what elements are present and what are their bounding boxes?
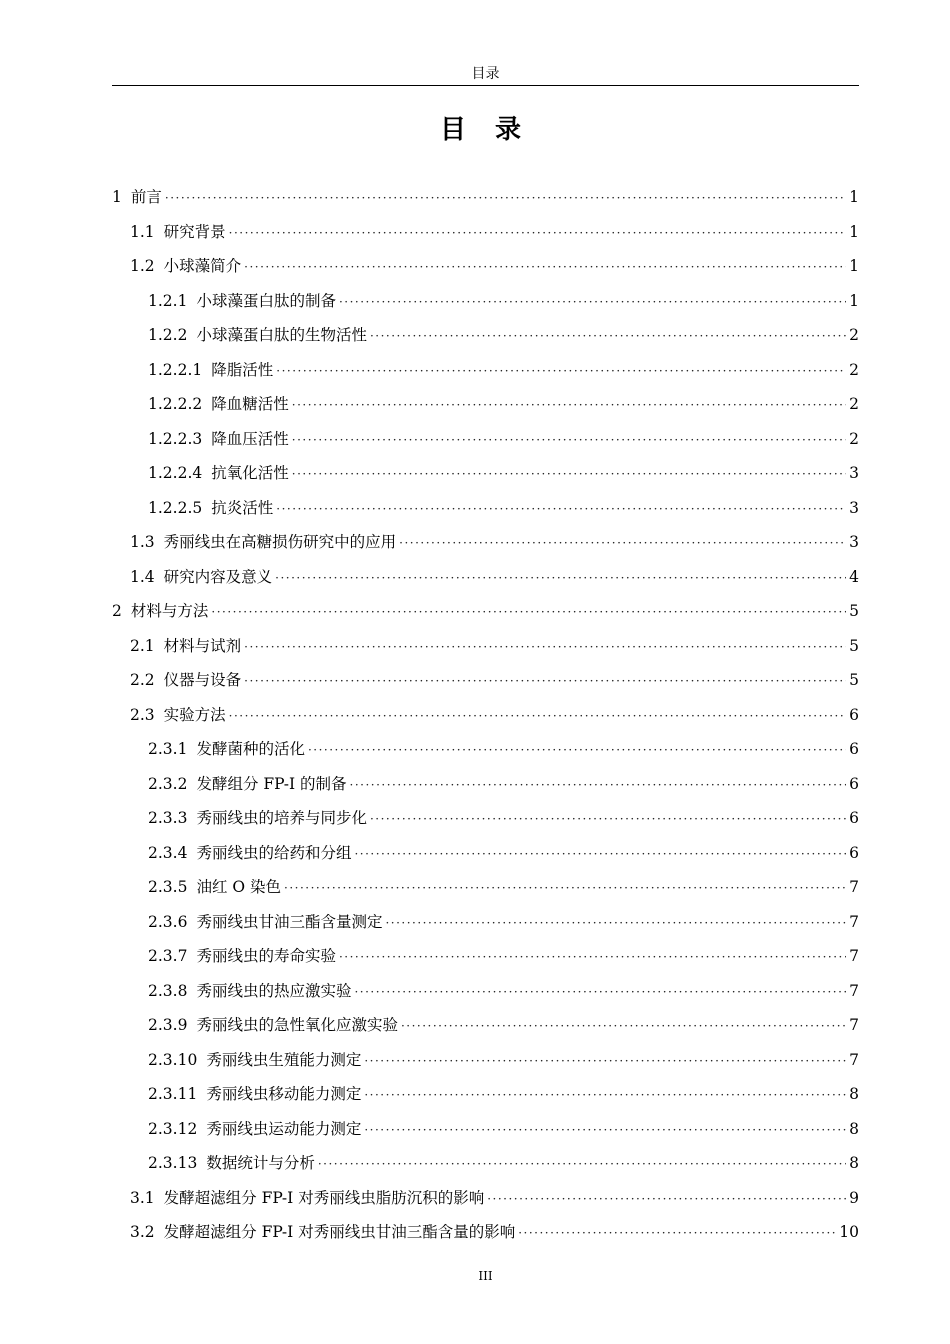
toc-entry-page: 7 xyxy=(849,1016,859,1034)
toc-dot-leader xyxy=(275,561,846,596)
toc-entry-number: 2.1 xyxy=(130,636,155,655)
toc-dot-leader xyxy=(354,975,846,1010)
toc-entry[interactable] xyxy=(112,870,859,905)
toc-entry-title: 秀丽线虫移动能力测定 xyxy=(206,1085,362,1103)
toc-entry-title: 发酵超滤组分 FP-I 对秀丽线虫甘油三酯含量的影响 xyxy=(163,1223,516,1241)
toc-entry-title: 秀丽线虫生殖能力测定 xyxy=(206,1050,362,1069)
toc-entry[interactable] xyxy=(112,1112,859,1147)
toc-entry-number: 1.2.2.5 xyxy=(148,498,203,517)
toc-entry-page: 6 xyxy=(849,843,859,862)
toc-entry-number: 2.3.2 xyxy=(148,774,188,793)
page-number: III xyxy=(478,1269,493,1283)
toc-entry-title: 降脂活性 xyxy=(211,360,274,379)
toc-dot-leader xyxy=(284,871,846,906)
toc-dot-leader xyxy=(276,354,846,389)
toc-dot-leader xyxy=(370,802,846,837)
toc-entry-title: 秀丽线虫的热应激实验 xyxy=(196,981,352,1000)
toc-entry-title: 前言 xyxy=(130,188,162,206)
toc-entry[interactable] xyxy=(112,594,859,629)
toc-entry-title: 秀丽线虫的急性氧化应激实验 xyxy=(196,1016,398,1034)
toc-entry-number: 3.1 xyxy=(130,1188,155,1207)
toc-dot-leader xyxy=(354,837,846,872)
toc-entry-page: 6 xyxy=(849,705,859,724)
toc-entry[interactable] xyxy=(112,1077,859,1112)
toc-entry-number: 2.3.3 xyxy=(148,809,188,827)
toc-entry-title: 发酵组分 FP-I 的制备 xyxy=(196,774,347,793)
toc-dot-leader xyxy=(308,733,846,768)
toc-entry-page: 5 xyxy=(849,636,859,655)
toc-entry[interactable] xyxy=(112,1215,859,1250)
toc-entry-page: 6 xyxy=(849,809,859,827)
toc-entry-page: 3 xyxy=(849,464,859,482)
toc-entry-page: 7 xyxy=(849,878,859,896)
toc-dot-leader xyxy=(292,457,846,492)
toc-entry-page: 1 xyxy=(849,222,859,241)
toc-entry-title: 降血压活性 xyxy=(211,429,289,448)
toc-dot-leader xyxy=(229,699,846,734)
toc-dot-leader xyxy=(165,181,846,216)
toc-dot-leader xyxy=(364,1113,846,1148)
toc-entry[interactable] xyxy=(112,284,859,319)
toc-dot-leader xyxy=(370,319,846,354)
toc-entry-page: 6 xyxy=(849,774,859,793)
toc-entry-number: 1.3 xyxy=(130,533,155,551)
toc-entry-title: 小球藻蛋白肽的制备 xyxy=(196,291,336,310)
toc-entry-page: 8 xyxy=(849,1085,859,1103)
toc-entry[interactable] xyxy=(112,1181,859,1216)
toc-entry[interactable] xyxy=(112,560,859,595)
toc-entry[interactable] xyxy=(112,939,859,974)
toc-dot-leader xyxy=(244,630,846,665)
toc-entry-title: 小球藻简介 xyxy=(163,257,242,275)
toc-entry-title: 研究内容及意义 xyxy=(163,567,273,586)
toc-entry[interactable] xyxy=(112,629,859,664)
toc-entry-number: 2.3.11 xyxy=(148,1085,198,1103)
toc-dot-leader xyxy=(350,768,847,803)
toc-dot-leader xyxy=(244,664,846,699)
toc-entry-page: 2 xyxy=(849,360,859,379)
toc-entry-number: 2.3.4 xyxy=(148,843,188,862)
toc-dot-leader xyxy=(385,906,846,941)
toc-entry[interactable] xyxy=(112,180,859,215)
toc-entry-number: 1.2.2.4 xyxy=(148,464,203,482)
toc-entry-page: 7 xyxy=(849,1050,859,1069)
toc-entry[interactable] xyxy=(112,836,859,871)
toc-dot-leader xyxy=(339,285,846,320)
toc-entry-number: 1.2.2.2 xyxy=(148,395,203,413)
toc-entry[interactable] xyxy=(112,525,859,560)
toc-entry-number: 2.3.8 xyxy=(148,981,188,1000)
toc-entry-page: 1 xyxy=(849,291,859,310)
toc-entry-title: 发酵菌种的活化 xyxy=(196,740,305,758)
toc-entry-page: 5 xyxy=(849,602,859,620)
toc-entry[interactable] xyxy=(112,456,859,491)
toc-entry-page: 3 xyxy=(849,498,859,517)
toc-entry-page: 4 xyxy=(849,567,859,586)
toc-dot-leader xyxy=(364,1078,846,1113)
toc-entry-page: 2 xyxy=(849,326,859,344)
toc-entry-number: 2.2 xyxy=(130,671,155,689)
toc-entry-title: 秀丽线虫的寿命实验 xyxy=(196,947,336,965)
toc-entry-title: 小球藻蛋白肽的生物活性 xyxy=(196,326,367,344)
toc-entry-number: 2.3.5 xyxy=(148,878,188,896)
header-rule xyxy=(112,85,859,86)
toc-entry-page: 7 xyxy=(849,981,859,1000)
toc-entry-title: 秀丽线虫在高糖损伤研究中的应用 xyxy=(163,533,397,551)
toc-dot-leader xyxy=(211,595,846,630)
toc-entry-page: 7 xyxy=(849,912,859,931)
toc-entry[interactable] xyxy=(112,732,859,767)
toc-entry-number: 2.3.7 xyxy=(148,947,188,965)
toc-entry-page: 7 xyxy=(849,947,859,965)
toc-entry-number: 2.3.9 xyxy=(148,1016,188,1034)
toc-entry-number: 1.2.2.3 xyxy=(148,429,203,448)
toc-entry-title: 材料与方法 xyxy=(130,602,209,620)
toc-entry-page: 1 xyxy=(849,188,859,206)
running-header: 目录 xyxy=(471,66,500,82)
toc-entry[interactable] xyxy=(112,353,859,388)
toc-entry-page: 2 xyxy=(849,429,859,448)
toc-entry-page: 8 xyxy=(849,1119,859,1138)
toc-dot-leader xyxy=(276,492,846,527)
toc-entry[interactable] xyxy=(112,974,859,1009)
toc-dot-leader xyxy=(292,423,846,458)
toc-entry-title: 研究背景 xyxy=(163,222,226,241)
toc-entry-title: 秀丽线虫运动能力测定 xyxy=(206,1119,362,1138)
toc-entry-number: 1.2.2 xyxy=(148,326,188,344)
toc-entry-number: 2.3.1 xyxy=(148,740,188,758)
toc-entry[interactable] xyxy=(112,387,859,422)
toc-entry-page: 3 xyxy=(849,533,859,551)
toc-entry[interactable] xyxy=(112,249,859,284)
toc-entry-page: 1 xyxy=(849,257,859,275)
toc-dot-leader xyxy=(401,1009,846,1044)
toc-dot-leader xyxy=(292,388,846,423)
toc-entry-page: 9 xyxy=(849,1188,859,1207)
toc-entry-number: 1.2 xyxy=(130,257,155,275)
toc-dot-leader xyxy=(339,940,846,975)
toc-entry[interactable] xyxy=(112,1043,859,1078)
toc-entry-title: 实验方法 xyxy=(163,705,226,724)
toc-entry[interactable] xyxy=(112,905,859,940)
toc-entry-number: 2.3.13 xyxy=(148,1154,198,1172)
toc-entry-title: 抗炎活性 xyxy=(211,498,274,517)
toc-entry-number: 1.4 xyxy=(130,567,155,586)
toc-entry-title: 油红 O 染色 xyxy=(196,878,282,896)
toc-entry-number: 2 xyxy=(112,602,122,620)
toc-entry-number: 2.3.10 xyxy=(148,1050,198,1069)
toc-entry[interactable] xyxy=(112,698,859,733)
toc-entry-number: 1 xyxy=(112,188,122,206)
toc-dot-leader xyxy=(229,216,846,251)
toc-entry-number: 2.3.12 xyxy=(148,1119,198,1138)
toc-entry-title: 数据统计与分析 xyxy=(206,1154,315,1172)
toc-dot-leader xyxy=(487,1182,846,1217)
toc-entry-title: 秀丽线虫的培养与同步化 xyxy=(196,809,367,827)
toc-entry[interactable] xyxy=(112,767,859,802)
toc-entry[interactable] xyxy=(112,663,859,698)
toc-entry-title: 仪器与设备 xyxy=(163,671,242,689)
toc-entry-number: 1.1 xyxy=(130,222,155,241)
toc-entry-title: 秀丽线虫的给药和分组 xyxy=(196,843,352,862)
toc-entry[interactable] xyxy=(112,801,859,836)
toc-entry-number: 1.2.1 xyxy=(148,291,188,310)
toc-entry[interactable] xyxy=(112,491,859,526)
toc-dot-leader xyxy=(244,250,846,285)
toc-entry-number: 2.3.6 xyxy=(148,912,188,931)
toc-entry-page: 8 xyxy=(849,1154,859,1172)
table-of-contents xyxy=(112,180,859,1250)
toc-entry-title: 抗氧化活性 xyxy=(211,464,289,482)
toc-entry-title: 材料与试剂 xyxy=(163,636,242,655)
toc-entry-number: 2.3 xyxy=(130,705,155,724)
toc-entry[interactable] xyxy=(112,1146,859,1181)
toc-dot-leader xyxy=(399,526,846,561)
toc-entry-title: 发酵超滤组分 FP-I 对秀丽线虫脂肪沉积的影响 xyxy=(163,1188,485,1207)
toc-entry-number: 1.2.2.1 xyxy=(148,360,203,379)
toc-entry-title: 降血糖活性 xyxy=(211,395,289,413)
toc-entry-page: 10 xyxy=(839,1223,859,1241)
toc-entry-page: 5 xyxy=(849,671,859,689)
toc-entry-page: 2 xyxy=(849,395,859,413)
toc-entry[interactable] xyxy=(112,422,859,457)
toc-entry[interactable] xyxy=(112,1008,859,1043)
page-title: 目 录 xyxy=(439,115,532,145)
toc-entry[interactable] xyxy=(112,215,859,250)
toc-dot-leader xyxy=(318,1147,846,1182)
toc-dot-leader xyxy=(364,1044,846,1079)
toc-dot-leader xyxy=(518,1216,836,1251)
toc-entry-number: 3.2 xyxy=(130,1223,155,1241)
toc-entry-title: 秀丽线虫甘油三酯含量测定 xyxy=(196,912,383,931)
toc-entry[interactable] xyxy=(112,318,859,353)
toc-entry-page: 6 xyxy=(849,740,859,758)
